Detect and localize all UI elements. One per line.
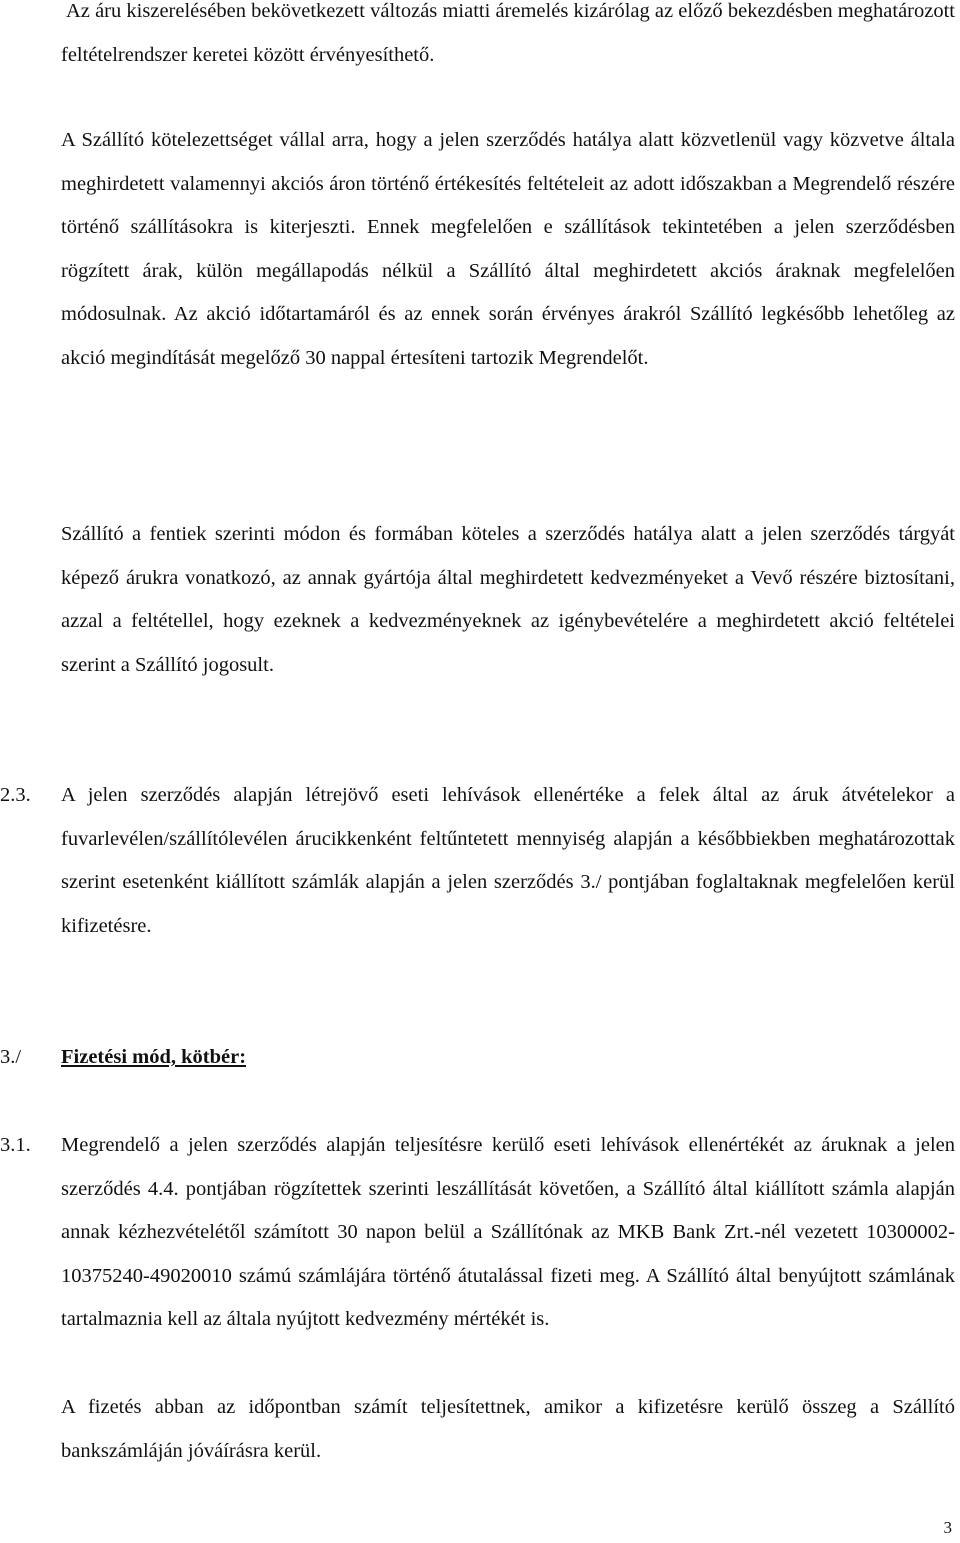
paragraph-discounts: Szállító a fentiek szerinti módon és formában köteles a szerződés hatálya alatt a jelen szerződés tárgyát képező árukra vonatkozó, az annak gyártója által meghirdetett kedvezményeket a Vevő részére biztosítani, azzal a feltétellel, hogy ezeknek a kedvezményeknek az igénybevételére a meghirdetett akció feltételei szerint a Szállító jogosult. (61, 523, 955, 676)
paragraph-call-off-value: A jelen szerződés alapján létrejövő eseti lehívások ellenértéke a felek által az áruk átvételekor a fuvarlevélen/szállítólevélen árucikkenként feltűntetett mennyiség alapján a későbbiekben meghatározottak szerint esetenként kiállított számlák alapján a jelen szerződés 3./ pontjában foglaltaknak megfelelően kerül kifizetésre. (61, 784, 955, 937)
paragraph-payment-terms: Megrendelő a jelen szerződés alapján teljesítésre kerülő eseti lehívások ellenértékét az áruknak a jelen szerződés 4.4. pontjában rögzítettek szerinti leszállítását követően, a Szállító által kiállított számla alapján annak kézhezvételétől számított 30 napon belül a Szállítónak az MKB Bank Zrt.-nél vezetett 10300002-10375240-49020010 számú számlájára történő átutalással fizeti meg. A Szállító által benyújtott számlának tartalmaznia kell az általa nyújtott kedvezmény mértékét is. (61, 1134, 955, 1331)
page-number: 3 (943, 1518, 952, 1537)
section-heading-payment: Fizetési mód, kötbér: (61, 1046, 247, 1068)
clause-number-2-3: 2.3. (0, 784, 31, 806)
section-number-3: 3./ (0, 1046, 22, 1068)
paragraph-payment-completion: A fizetés abban az időpontban számít teljesítettnek, amikor a kifizetésre kerülő összeg a Szállító bankszámláján jóváírásra kerül. (61, 1396, 955, 1462)
paragraph-promotional-prices: A Szállító kötelezettséget vállal arra, hogy a jelen szerződés hatálya alatt közvetlenül vagy közvetve általa meghirdetett valamennyi akciós áron történő értékesítés feltételeit az adott időszakban a Megrendelő részére történő szállításokra is kiterjeszti. Ennek megfelelően e szállítások tekintetében a jelen szerződésben rögzített árak, külön megállapodás nélkül a Szállító által meghirdetett akciós áraknak megfelelően módosulnak. Az akció időtartamáról és az ennek során érvényes árakról Szállító legkésőbb lehetőleg az akció megindítását megelőző 30 nappal értesíteni tartozik Megrendelőt. (61, 129, 955, 369)
paragraph-price-change: Az áru kiszerelésében bekövetkezett változás miatti áremelés kizárólag az előző bekezdésben meghatározott feltételrendszer keretei között érvényesíthető. (61, 0, 955, 66)
clause-number-3-1: 3.1. (0, 1134, 31, 1156)
